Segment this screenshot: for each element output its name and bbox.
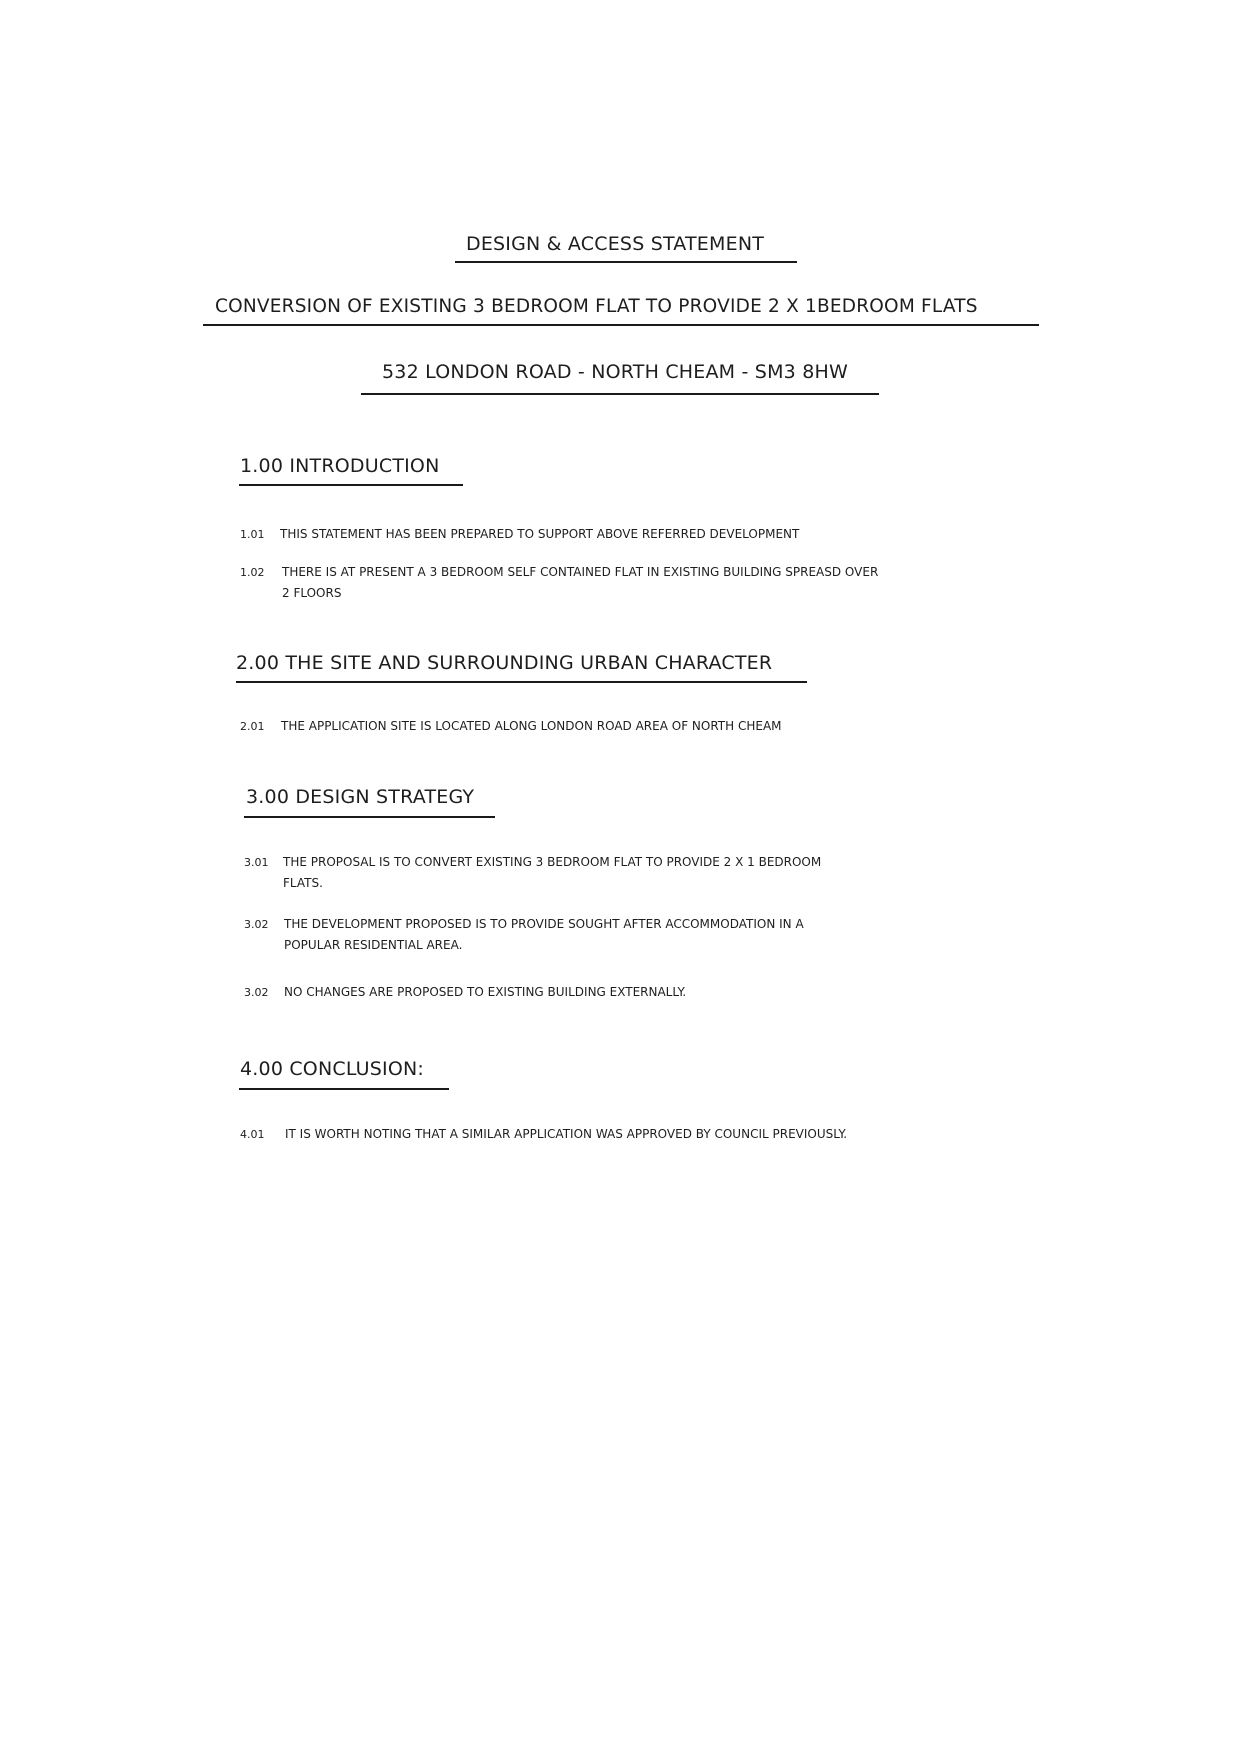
- section-underline: [239, 484, 463, 486]
- title-underline: [455, 261, 797, 263]
- section-heading-introduction: 1.00 INTRODUCTION: [240, 455, 440, 477]
- item-number: 3.01: [244, 856, 269, 869]
- section-underline: [239, 1088, 449, 1090]
- list-item: [240, 1124, 1040, 1146]
- list-item: [244, 852, 1044, 896]
- address-underline: [361, 393, 879, 395]
- section-heading-design-strategy: 3.00 DESIGN STRATEGY: [246, 786, 475, 808]
- item-number: 1.02: [240, 566, 265, 579]
- list-item: [244, 914, 1044, 958]
- section-heading-conclusion: 4.00 CONCLUSION:: [240, 1058, 425, 1080]
- document-subtitle: CONVERSION OF EXISTING 3 BEDROOM FLAT TO PROVIDE 2 X 1BEDROOM FLATS: [215, 296, 978, 317]
- document-address: 532 LONDON ROAD - NORTH CHEAM - SM3 8HW: [382, 361, 848, 383]
- item-text: THE DEVELOPMENT PROPOSED IS TO PROVIDE SOUGHT AFTER ACCOMMODATION IN A POPULAR RESIDENTIAL AREA.: [284, 917, 804, 952]
- item-number: 2.01: [240, 720, 265, 733]
- item-text: IT IS WORTH NOTING THAT A SIMILAR APPLICATION WAS APPROVED BY COUNCIL PREVIOUSLY.: [285, 1127, 848, 1141]
- document-title: DESIGN & ACCESS STATEMENT: [466, 233, 765, 255]
- item-number: 3.02: [244, 918, 269, 931]
- item-number: 4.01: [240, 1128, 265, 1141]
- item-text: THE APPLICATION SITE IS LOCATED ALONG LONDON ROAD AREA OF NORTH CHEAM: [281, 719, 782, 733]
- subtitle-underline: [203, 324, 1039, 326]
- item-text: THIS STATEMENT HAS BEEN PREPARED TO SUPPORT ABOVE REFERRED DEVELOPMENT: [280, 527, 800, 541]
- list-item: [240, 716, 1040, 738]
- item-text: NO CHANGES ARE PROPOSED TO EXISTING BUILDING EXTERNALLY.: [284, 985, 687, 999]
- list-item: [244, 982, 1044, 1004]
- list-item: [240, 562, 1040, 606]
- section-heading-site: 2.00 THE SITE AND SURROUNDING URBAN CHARACTER: [236, 652, 773, 674]
- item-number: 3.02: [244, 986, 269, 999]
- item-number: 1.01: [240, 528, 265, 541]
- list-item: [240, 524, 1040, 546]
- section-underline: [236, 681, 807, 683]
- item-text: THERE IS AT PRESENT A 3 BEDROOM SELF CONTAINED FLAT IN EXISTING BUILDING SPREASD OVER 2 FLOORS: [282, 565, 879, 600]
- section-underline: [244, 816, 495, 818]
- item-text: THE PROPOSAL IS TO CONVERT EXISTING 3 BEDROOM FLAT TO PROVIDE 2 X 1 BEDROOM FLATS.: [283, 855, 822, 890]
